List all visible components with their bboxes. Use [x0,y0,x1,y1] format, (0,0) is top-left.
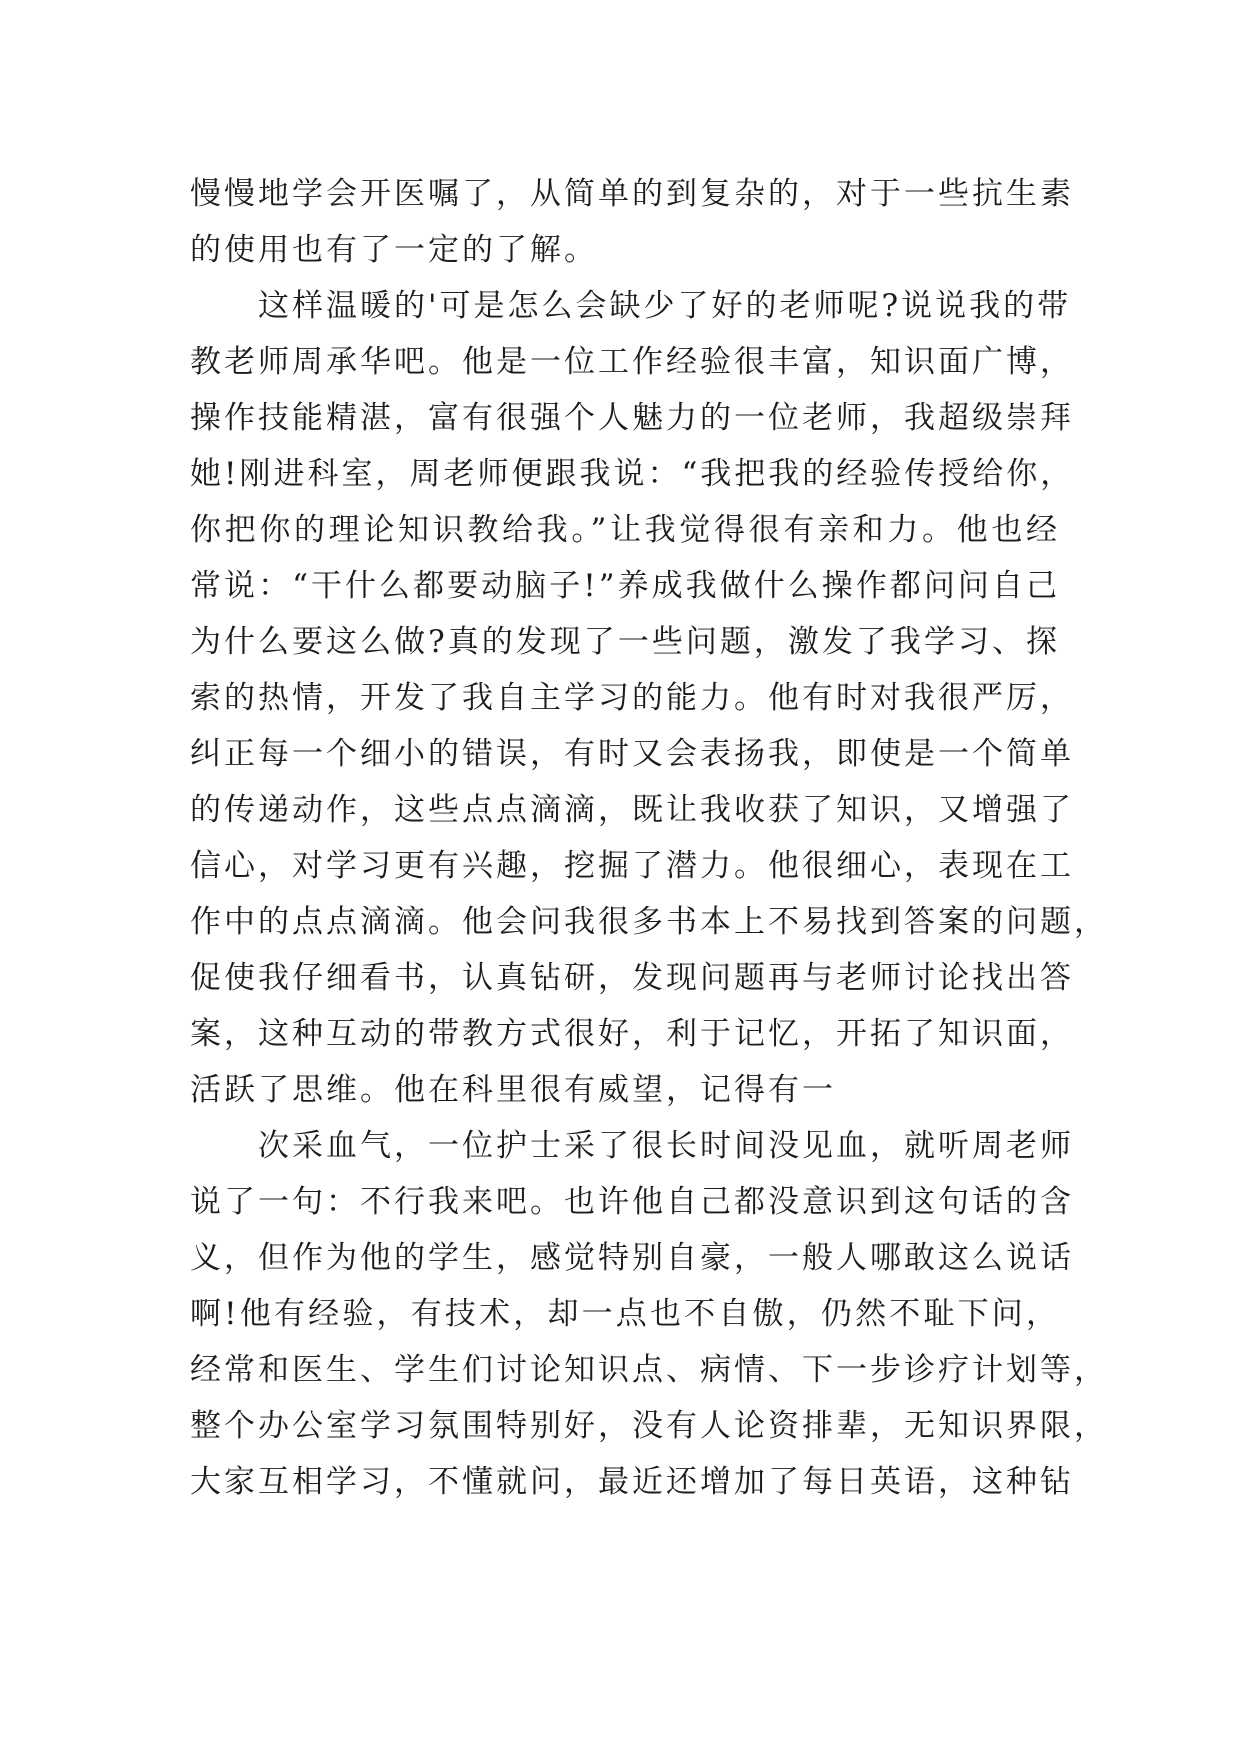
text-line: 作中的点点滴滴。他会问我很多书本上不易找到答案的问题， [190,904,1108,940]
text-line: 大家互相学习，不懂就问，最近还增加了每日英语，这种钻 [190,1464,1074,1500]
paragraph-first-line: 次采血气，一位护士采了很长时间没见血，就听周老师 [258,1128,1074,1164]
text-line: 整个办公室学习氛围特别好，没有人论资排辈，无知识界限， [190,1408,1108,1444]
paragraph-first-line: 这样温暖的'可是怎么会缺少了好的老师呢?说说我的带 [258,288,1072,324]
text-line: 经常和医生、学生们讨论知识点、病情、下一步诊疗计划等， [190,1352,1108,1388]
text-line: 案，这种互动的带教方式很好，利于记忆，开拓了知识面， [190,1016,1074,1052]
text-line: 啊!他有经验，有技术，却一点也不自傲，仍然不耻下问， [190,1296,1060,1332]
text-line: 常说：“干什么都要动脑子!”养成我做什么操作都问问自己 [190,568,1060,604]
text-line: 索的热情，开发了我自主学习的能力。他有时对我很严厉， [190,680,1074,716]
text-line: 教老师周承华吧。他是一位工作经验很丰富，知识面广博， [190,344,1074,380]
text-line: 慢慢地学会开医嘱了，从简单的到复杂的，对于一些抗生素 [190,176,1074,212]
text-line: 为什么要这么做?真的发现了一些问题，激发了我学习、探 [190,624,1060,660]
text-line: 她!刚进科室，周老师便跟我说：“我把我的经验传授给你， [190,456,1075,492]
text-line: 信心，对学习更有兴趣，挖掘了潜力。他很细心，表现在工 [190,848,1074,884]
text-line: 义，但作为他的学生，感觉特别自豪，一般人哪敢这么说话 [190,1240,1074,1276]
text-line: 的传递动作，这些点点滴滴，既让我收获了知识，又增强了 [190,792,1074,828]
text-line: 说了一句：不行我来吧。也许他自己都没意识到这句话的含 [190,1184,1074,1220]
text-line: 促使我仔细看书，认真钻研，发现问题再与老师讨论找出答 [190,960,1074,996]
document-body [190,166,1108,1510]
text-line: 的使用也有了一定的了解。 [190,232,598,268]
text-line: 活跃了思维。他在科里很有威望，记得有一 [190,1072,836,1108]
text-line: 你把你的理论知识教给我。”让我觉得很有亲和力。他也经 [190,512,1060,548]
text-line: 纠正每一个细小的错误，有时又会表扬我，即使是一个简单 [190,736,1074,772]
text-line: 操作技能精湛，富有很强个人魅力的一位老师，我超级崇拜 [190,400,1074,436]
